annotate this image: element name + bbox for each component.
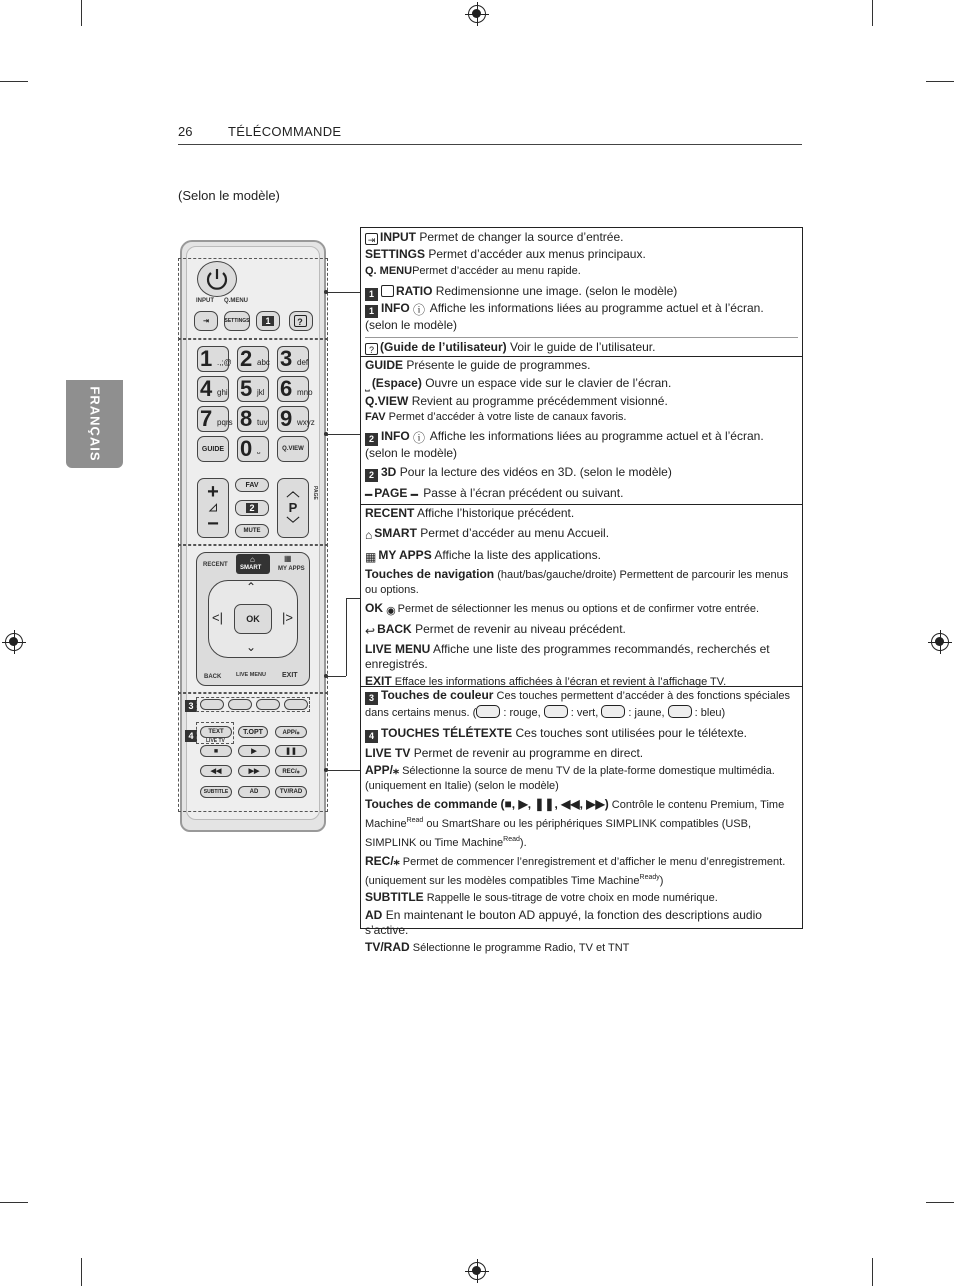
number-0-button[interactable]: 0 ⎵ (237, 436, 269, 462)
leader-line (326, 676, 346, 677)
fav-button[interactable] (235, 478, 269, 492)
topt-label: T.OPT (243, 728, 263, 736)
number-badge: 1 (365, 305, 378, 318)
registration-mark-icon (468, 1262, 486, 1280)
rewind-button[interactable] (200, 765, 232, 777)
number-2-button[interactable]: 2 abc (237, 346, 269, 372)
ratio-label: 1 (262, 316, 273, 326)
leader-line (346, 598, 347, 676)
registration-mark-icon (931, 633, 949, 651)
blue-key-icon (668, 705, 692, 718)
green-button[interactable] (228, 699, 252, 710)
ok-button[interactable] (234, 604, 272, 634)
back-icon: ↩ (365, 624, 376, 638)
exit-button[interactable]: EXIT (282, 672, 298, 679)
section-1: ⇥ INPUT Permet de changer la source d’entrée. SETTINGS Permet d’accéder aux menus principaux. Q. MENUPermet d’accéder au menu rapide. 1 RATIO Redimensionne une image. (selon le modèle) 1 INFO ⓘ Affiche les informations liées au programme actuel et à l’écran. (selon le modèle) ? (Guide de l’utilisateur) Voir le guide de l’utilisateur. (361, 228, 802, 357)
registration-mark-icon (5, 633, 23, 651)
input-icon: ⇥ (203, 318, 209, 325)
text-label: TEXT (208, 729, 224, 735)
registration-mark-icon (468, 5, 486, 23)
crop-mark (926, 1202, 954, 1203)
page-label: PAGE (312, 486, 318, 500)
program-label: P (288, 500, 298, 515)
language-tab (66, 380, 123, 468)
3d-label: 2 (246, 503, 257, 513)
rec-label: REC/⁎ (282, 768, 300, 775)
live-menu-button[interactable]: LIVE MENU (236, 672, 266, 678)
qview-button[interactable] (277, 436, 309, 462)
number-4-button[interactable]: 4 ghi (197, 376, 229, 402)
arrow-down-icon[interactable]: ⌄ (246, 640, 257, 654)
subtitle-button[interactable] (200, 786, 232, 798)
volume-rocker[interactable] (197, 478, 229, 538)
settings-button[interactable] (224, 311, 250, 331)
input-icon: ⇥ (365, 233, 378, 245)
text-button[interactable] (200, 726, 232, 738)
crop-mark (926, 81, 954, 82)
mute-label: MUTE (243, 528, 261, 534)
button-description-table (360, 227, 803, 954)
qview-label: Q.VIEW (282, 446, 304, 452)
smart-label: SMART (240, 565, 262, 571)
red-key-icon (476, 705, 500, 718)
number-7-button[interactable]: 7 pqrs (197, 406, 229, 432)
stop-icon: ■ (213, 747, 219, 755)
fast-forward-icon: ▶▶ (248, 768, 260, 775)
info-icon: ⓘ (413, 431, 426, 445)
play-icon: ▶ (251, 748, 257, 755)
volume-down-icon: − (207, 513, 219, 535)
recent-button[interactable]: RECENT (203, 562, 228, 568)
section-3: RECENT Affiche l’historique précédent. ⌂ SMART Permet d’accéder au menu Accueil. ▦ MY APPS Affiche la liste des applications. Touches de navigation (haut/bas/gauche/droite) Permettent de parcourir les menus ou options. OK ◉ Permet de sélectionner les menus ou options et de confirmer votre entrée. ↩ BACK Permet de revenir au niveau précédent. LIVE MENU Affiche une liste des programmes recommandés, recherchés et enregistrés. EXIT Efface les informations affichées à l’écran et revient à l’affichage TV. (361, 505, 802, 687)
rec-button[interactable] (275, 765, 307, 777)
yellow-button[interactable] (256, 699, 280, 710)
red-button[interactable] (200, 699, 224, 710)
info-icon: ⓘ (413, 303, 426, 317)
ratio-info-button[interactable] (256, 311, 280, 331)
marker-3: 3 (185, 700, 197, 712)
chevron-down-icon: ﹀ (286, 516, 300, 531)
app-label: APP/⁎ (282, 729, 300, 736)
chevron-up-icon: ︿ (286, 484, 300, 499)
green-key-icon (544, 705, 568, 718)
guide-label: GUIDE (201, 445, 225, 453)
number-9-button[interactable]: 9 wxyz (277, 406, 309, 432)
playback-icons: (■, ▶, ❚❚, ◀◀, ▶▶) (500, 797, 609, 811)
yellow-key-icon (601, 705, 625, 718)
program-rocker[interactable] (277, 478, 309, 538)
marker-4: 4 (185, 730, 197, 742)
home-icon: ⌂ (250, 555, 255, 564)
play-button[interactable] (238, 745, 270, 757)
arrow-right-icon[interactable]: |> (282, 610, 293, 625)
home-icon: ⌂ (365, 528, 373, 542)
ad-button[interactable] (238, 786, 270, 798)
crop-mark (872, 0, 873, 26)
number-1-button[interactable]: 1 .,;@ (197, 346, 229, 372)
leader-line (326, 434, 360, 435)
blue-button[interactable] (284, 699, 308, 710)
model-note: (Selon le modèle) (178, 188, 280, 203)
tvrad-button[interactable] (275, 786, 307, 798)
arrow-up-icon[interactable]: ⌃ (246, 580, 257, 594)
apps-grid-icon: ▦ (284, 554, 292, 563)
number-badge: 3 (365, 692, 378, 705)
number-5-button[interactable]: 5 jkl (237, 376, 269, 402)
tvrad-label: TV/RAD (279, 789, 303, 795)
page-number: 26 (178, 124, 193, 139)
ok-label: OK (246, 614, 260, 624)
myapps-button[interactable]: MY APPS (278, 566, 305, 572)
qmenu-label: Q.MENU (224, 298, 248, 304)
mute-button[interactable] (235, 524, 269, 538)
section-title: TÉLÉCOMMANDE (228, 124, 342, 139)
help-icon: ? (365, 343, 378, 355)
power-button[interactable] (197, 261, 237, 297)
number-3-button[interactable]: 3 def (277, 346, 309, 372)
section-4: 3 Touches de couleur Ces touches permettent d’accéder à des fonctions spéciales dans certains menus. ( : rouge, : vert, : jaune, : bleu) 4 TOUCHES TÉLÉTEXTE Ces touches sont utilisées pour le télétexte. LIVE TV Permet de revenir au programme en direct. APP/⁎ Sélectionne la source de menu TV de la plate-forme domestique multimédia. (uniquement en Italie) (selon le modèle) Touches de commande (■, ▶, ❚❚, ◀◀, ▶▶) Contrôle le contenu Premium, Time Machine$^{Read}$ ou SmartShare ou les périphériques SIMPLINK compatibles (USB, SIMPLINK ou Time Machine$^{Read}$). REC/⁎ Permet de commencer l’enregistrement et d’afficher le menu d’enregistrement.(uniquement sur les modèles compatibles Time Machine$^{Ready}$) SUBTITLE Rappelle le sous-titrage de votre choix en mode numérique. AD En maintenant le bouton AD appuyé, la fonction des descriptions audio s’active. TV/RAD Sélectionne le programme Radio, TV et TNT (365, 688, 791, 954)
crop-mark (81, 1258, 82, 1286)
space-icon: ⎵ (365, 378, 370, 392)
volume-up-icon: + (207, 481, 219, 503)
app-button[interactable] (275, 726, 307, 738)
language-label: FRANÇAIS (87, 386, 102, 462)
fav-label: FAV (245, 481, 259, 489)
number-badge: 1 (365, 288, 378, 301)
ratio-icon (381, 285, 394, 297)
power-icon (198, 262, 236, 296)
page-header (178, 122, 802, 145)
number-6-button[interactable]: 6 mno (277, 376, 309, 402)
ok-icon: ◉ (386, 605, 396, 617)
crop-mark (0, 81, 28, 82)
stop-button[interactable] (200, 745, 232, 757)
section-2: GUIDE Présente le guide de programmes. ⎵ (Espace) Ouvre un espace vide sur le clavier de l’écran. Q.VIEW Revient au programme précédemment visionné. FAV Permet d’accéder à votre liste de canaux favoris. 2 INFO ⓘ Affiche les informations liées au programme actuel et à l’écran. (selon le modèle) 2 3D Pour la lecture des vidéos en 3D. (selon le modèle) ━ PAGE ━ Passe à l’écran précédent ou suivant. (361, 357, 802, 505)
space-icon: ⎵ (257, 445, 261, 454)
page-down-icon: ━ (410, 488, 418, 502)
pause-button[interactable] (275, 745, 307, 757)
settings-label: SETTINGS (224, 318, 250, 324)
fast-forward-button[interactable] (238, 765, 270, 777)
crop-mark (81, 0, 82, 26)
3d-button[interactable] (235, 500, 269, 516)
help-icon: ? (294, 315, 307, 327)
guide-button[interactable] (197, 436, 229, 462)
input-label: INPUT (196, 298, 214, 304)
arrow-left-icon[interactable]: <| (212, 610, 223, 625)
subtitle-label: SUBTITLE (203, 789, 229, 795)
ad-label: AD (249, 789, 259, 795)
rewind-icon: ◀◀ (210, 768, 222, 775)
back-button[interactable]: BACK (204, 674, 222, 680)
volume-level-icon: ◿ (209, 502, 217, 513)
livetv-label: LIVE TV (206, 738, 225, 744)
crop-mark (0, 1202, 28, 1203)
smart-button[interactable] (236, 554, 270, 574)
leader-line (326, 770, 360, 771)
apps-grid-icon: ▦ (365, 550, 377, 564)
number-badge: 4 (365, 730, 378, 743)
pause-icon: ❚❚ (285, 748, 297, 755)
number-badge: 2 (365, 433, 378, 446)
page-up-icon: ━ (365, 488, 373, 502)
crop-mark (872, 1258, 873, 1286)
number-badge: 2 (365, 469, 378, 482)
leader-line (326, 292, 360, 293)
leader-line (346, 598, 360, 599)
input-button[interactable] (194, 311, 218, 331)
number-8-button[interactable]: 8 tuv (237, 406, 269, 432)
topt-button[interactable] (238, 726, 268, 738)
user-guide-button[interactable] (289, 311, 313, 331)
